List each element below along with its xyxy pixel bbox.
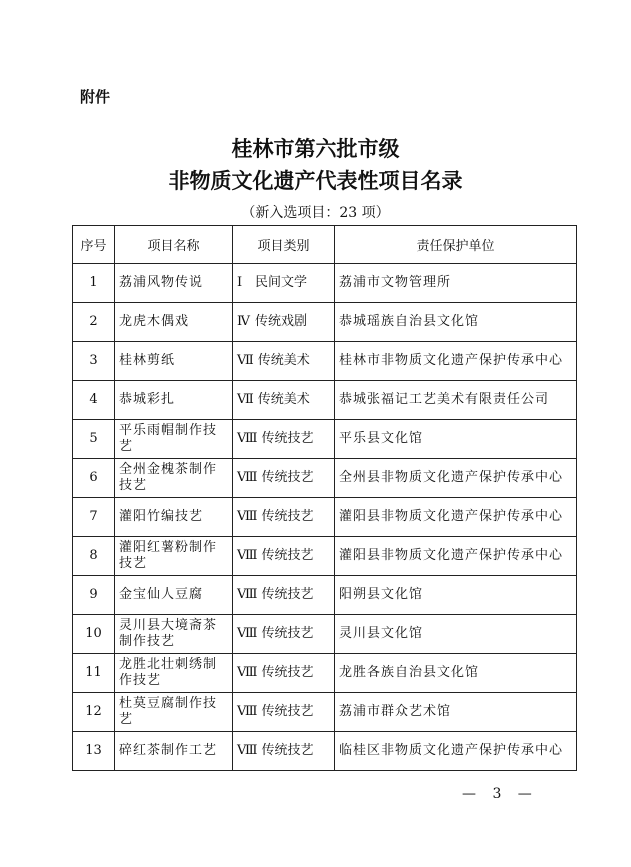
cell-item-name: 灌阳竹编技艺	[115, 498, 233, 537]
cell-category	[233, 537, 335, 576]
table-row	[73, 693, 577, 732]
cell-item-name: 龙胜北壮刺绣制作技艺	[115, 654, 233, 693]
category-name: 传统技艺	[261, 470, 314, 485]
category-name: 传统技艺	[261, 587, 314, 602]
category-numeral: Ⅳ	[237, 314, 250, 329]
category-name: 民间文学	[255, 275, 308, 290]
category-name: 传统技艺	[261, 626, 314, 641]
cell-responsible-unit: 临桂区非物质文化遗产保护传承中心	[335, 732, 577, 771]
page-number: — 3 —	[462, 786, 538, 802]
cell-responsible-unit: 荔浦市文物管理所	[335, 264, 577, 303]
table-row	[73, 303, 577, 342]
category-name: 传统技艺	[261, 509, 314, 524]
cell-responsible-unit: 恭城张福记工艺美术有限责任公司	[335, 381, 577, 420]
category-numeral: Ⅷ	[237, 704, 258, 719]
category-numeral: Ⅷ	[237, 665, 258, 680]
table-row	[73, 615, 577, 654]
cell-item-name: 桂林剪纸	[115, 342, 233, 381]
category-numeral: Ⅰ	[237, 275, 243, 290]
category-numeral: Ⅶ	[237, 353, 254, 368]
cell-item-name: 平乐雨帽制作技艺	[115, 420, 233, 459]
category-name: 传统技艺	[261, 665, 314, 680]
document-title-line2: 非物质文化遗产代表性项目名录	[168, 169, 463, 193]
category-name: 传统技艺	[261, 431, 314, 446]
cell-item-name: 杜莫豆腐制作技艺	[115, 693, 233, 732]
cell-category	[233, 576, 335, 615]
category-numeral: Ⅷ	[237, 587, 258, 602]
category-name: 传统戏剧	[255, 314, 308, 329]
cell-category	[233, 654, 335, 693]
category-name: 传统技艺	[261, 704, 314, 719]
cell-item-name: 荔浦风物传说	[115, 264, 233, 303]
cell-category	[233, 381, 335, 420]
cell-category	[233, 420, 335, 459]
attachment-label: 附件	[80, 88, 111, 106]
category-numeral: Ⅷ	[237, 431, 258, 446]
table-row	[73, 381, 577, 420]
cell-number: 8	[73, 537, 115, 576]
cell-responsible-unit: 灵川县文化馆	[335, 615, 577, 654]
cell-category	[233, 342, 335, 381]
cell-category	[233, 693, 335, 732]
column-header-name: 项目名称	[115, 226, 233, 264]
table-row	[73, 537, 577, 576]
category-numeral: Ⅷ	[237, 509, 258, 524]
category-numeral: Ⅷ	[237, 470, 258, 485]
table-row	[73, 654, 577, 693]
category-name: 传统技艺	[261, 743, 314, 758]
cell-number: 5	[73, 420, 115, 459]
cell-number: 13	[73, 732, 115, 771]
cell-item-name: 灵川县大境斋茶制作技艺	[115, 615, 233, 654]
table-row	[73, 498, 577, 537]
cell-item-name: 恭城彩扎	[115, 381, 233, 420]
cell-item-name: 碎红茶制作工艺	[115, 732, 233, 771]
cell-category	[233, 303, 335, 342]
column-header-unit: 责任保护单位	[335, 226, 577, 264]
cell-number: 2	[73, 303, 115, 342]
cell-number: 1	[73, 264, 115, 303]
category-numeral: Ⅶ	[237, 392, 254, 407]
cell-responsible-unit: 荔浦市群众艺术馆	[335, 693, 577, 732]
table-body	[73, 264, 577, 771]
category-numeral: Ⅷ	[237, 743, 258, 758]
cell-item-name: 灌阳红薯粉制作技艺	[115, 537, 233, 576]
table-row	[73, 264, 577, 303]
column-header-number: 序号	[73, 226, 115, 264]
table-row	[73, 459, 577, 498]
cell-category	[233, 459, 335, 498]
table-row	[73, 576, 577, 615]
cell-number: 6	[73, 459, 115, 498]
cell-number: 10	[73, 615, 115, 654]
cell-number: 3	[73, 342, 115, 381]
document-title-line1: 桂林市第六批市级	[231, 137, 400, 161]
table-row	[73, 420, 577, 459]
cell-responsible-unit: 灌阳县非物质文化遗产保护传承中心	[335, 498, 577, 537]
cell-item-name: 全州金槐茶制作技艺	[115, 459, 233, 498]
cell-responsible-unit: 恭城瑶族自治县文化馆	[335, 303, 577, 342]
cell-item-name: 龙虎木偶戏	[115, 303, 233, 342]
cell-item-name: 金宝仙人豆腐	[115, 576, 233, 615]
table-row	[73, 732, 577, 771]
cell-category	[233, 264, 335, 303]
cell-number: 9	[73, 576, 115, 615]
cell-number: 12	[73, 693, 115, 732]
cell-responsible-unit: 全州县非物质文化遗产保护传承中心	[335, 459, 577, 498]
category-name: 传统技艺	[261, 548, 314, 563]
cell-number: 4	[73, 381, 115, 420]
category-name: 传统美术	[257, 392, 310, 407]
cell-category	[233, 498, 335, 537]
cell-responsible-unit: 平乐县文化馆	[335, 420, 577, 459]
cell-number: 11	[73, 654, 115, 693]
table-header-row	[73, 226, 577, 264]
cell-number: 7	[73, 498, 115, 537]
category-name: 传统美术	[257, 353, 310, 368]
cell-responsible-unit: 桂林市非物质文化遗产保护传承中心	[335, 342, 577, 381]
category-numeral: Ⅷ	[237, 548, 258, 563]
cell-responsible-unit: 阳朔县文化馆	[335, 576, 577, 615]
category-numeral: Ⅷ	[237, 626, 258, 641]
document-subtitle: （新入选项目：23 项）	[241, 205, 390, 221]
cell-responsible-unit: 龙胜各族自治县文化馆	[335, 654, 577, 693]
cell-responsible-unit: 灌阳县非物质文化遗产保护传承中心	[335, 537, 577, 576]
heritage-list-table	[72, 225, 577, 771]
table-row	[73, 342, 577, 381]
cell-category	[233, 615, 335, 654]
cell-category	[233, 732, 335, 771]
column-header-category: 项目类别	[233, 226, 335, 264]
